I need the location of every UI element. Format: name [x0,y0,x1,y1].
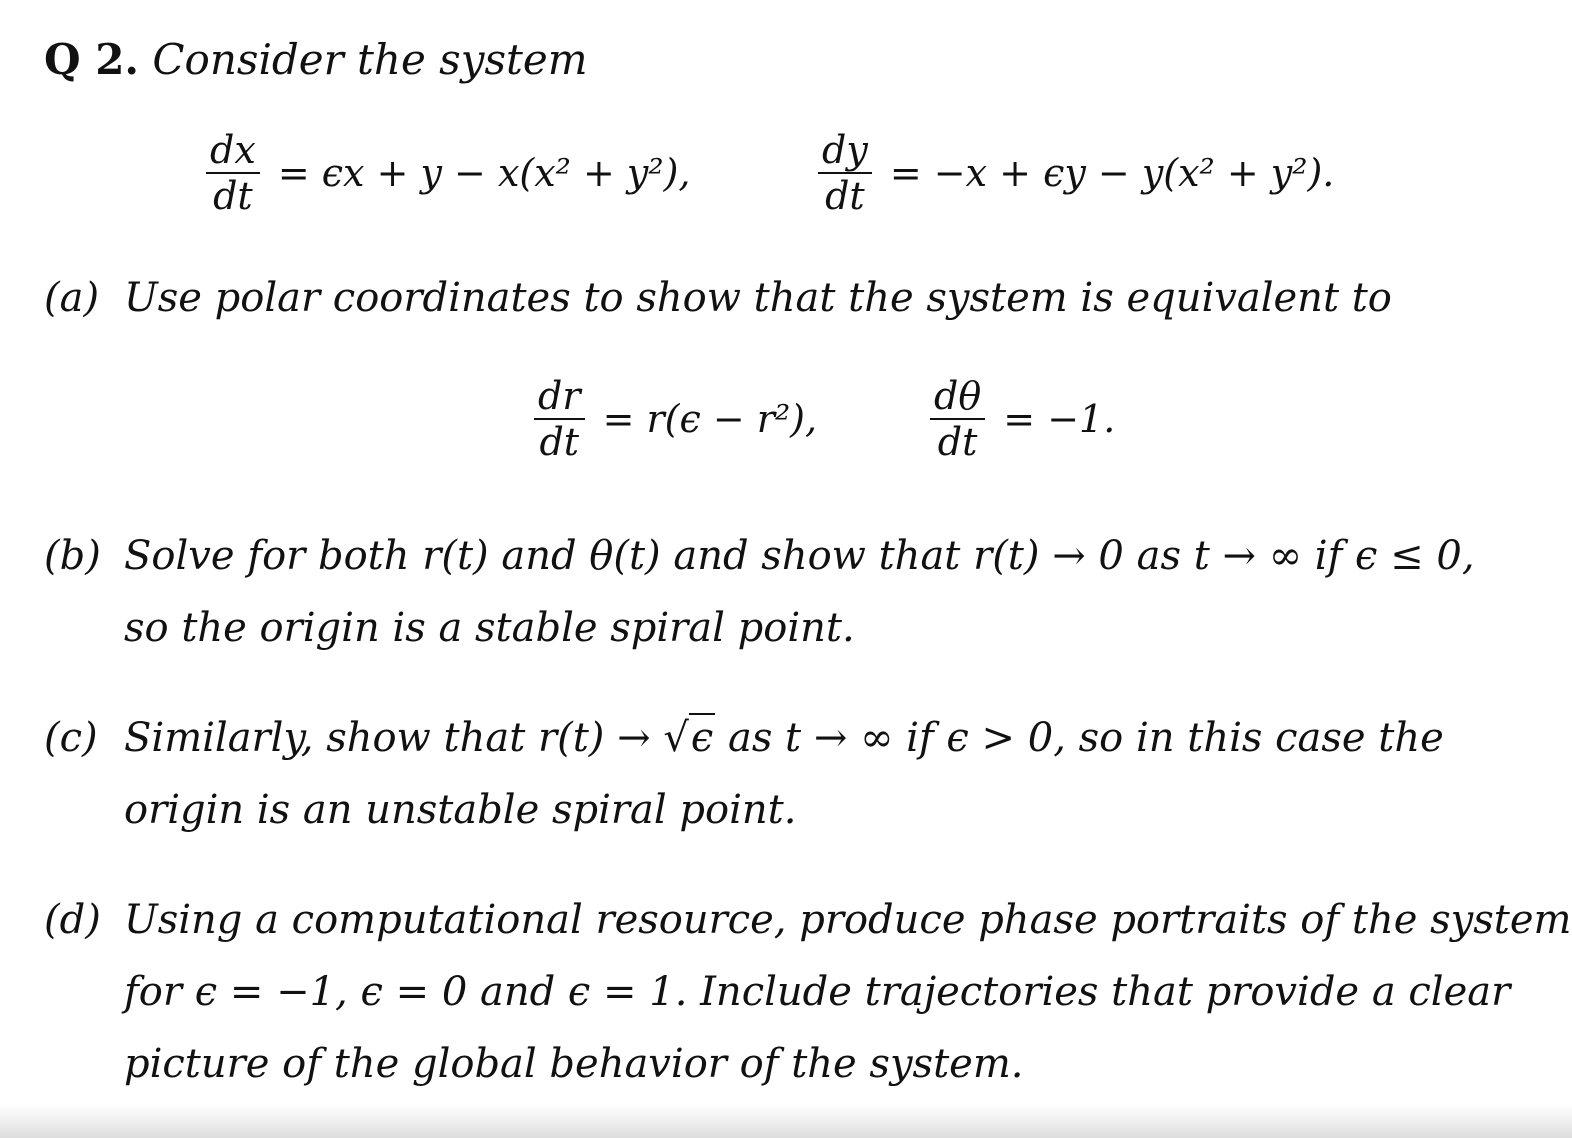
sqrt-epsilon [663,702,715,774]
polar-equation-theta [924,374,1115,464]
part-line-1-pre: Similarly, show that r(t) → [124,715,651,761]
part-c [44,702,1444,846]
part-line-2: so the origin is a stable spiral point. [124,605,855,651]
part-d [44,884,1571,1100]
system-equation-2 [812,128,1334,218]
radicand: ϵ [690,715,714,761]
part-label: (a) [44,275,100,321]
equation-rhs: = −x + ϵy − y(x² + y²). [889,151,1335,195]
fraction-denominator: dt [539,420,580,464]
part-a [44,262,1392,334]
equation-rhs: = r(ϵ − r²), [602,397,818,441]
part-line-1-post: as t → ∞ if ϵ > 0, so in this case the [727,715,1444,761]
part-line-2: for ϵ = −1, ϵ = 0 and ϵ = 1. Include trajectories that provide a clear [124,969,1511,1015]
part-line-2: origin is an unstable spiral point. [124,787,797,833]
polar-equation-r [528,374,817,464]
part-line-1: Using a computational resource, produce phase portraits of the system [124,897,1572,943]
part-label: (b) [44,533,101,579]
fraction-numerator: dy [822,128,868,172]
fraction-numerator: dθ [934,374,982,418]
part-line-3: picture of the global behavior of the system. [124,1041,1024,1087]
fraction-dx-dt [206,128,260,218]
question-intro: Consider the system [152,35,588,84]
fraction-numerator: dr [538,374,581,418]
fraction-dr-dt [534,374,585,464]
question-heading [44,30,588,90]
fraction-dtheta-dt [930,374,985,464]
part-label: (d) [44,897,101,943]
system-equation-1 [200,128,690,218]
fraction-denominator: dt [825,174,865,218]
equation-rhs: = ϵx + y − x(x² + y²), [277,151,691,195]
question-number: Q 2. [44,35,140,84]
bottom-edge-shadow [0,1104,1572,1138]
fraction-dy-dt [818,128,872,218]
fraction-denominator: dt [937,420,978,464]
part-b [44,520,1475,664]
part-text: Use polar coordinates to show that the system is equivalent to [124,275,1392,321]
part-line-1: Solve for both r(t) and θ(t) and show that r(t) → 0 as t → ∞ if ϵ ≤ 0, [124,533,1475,579]
part-label: (c) [44,715,98,761]
radical-sign: √ [663,715,689,761]
equation-rhs: = −1. [1003,397,1116,441]
fraction-denominator: dt [213,174,253,218]
fraction-numerator: dx [210,128,256,172]
